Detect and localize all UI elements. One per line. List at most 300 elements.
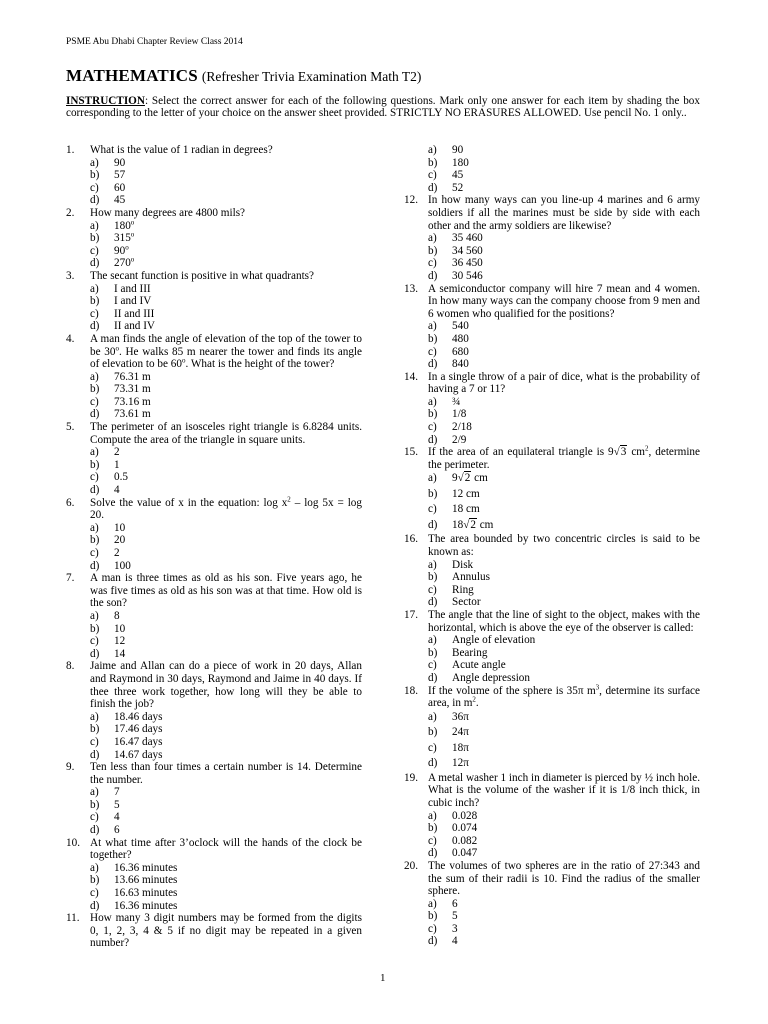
answer-option: [90, 283, 362, 296]
answer-option: [428, 659, 700, 672]
option-letter: b): [428, 822, 438, 835]
option-letter: c): [428, 583, 437, 596]
option-text: 2: [114, 446, 120, 459]
question-number: 13.: [404, 282, 418, 295]
option-letter: c): [90, 471, 99, 484]
option-text: Annulus: [452, 571, 490, 584]
question-number: 4.: [66, 332, 75, 345]
option-text: 480: [452, 332, 469, 345]
option-text: 3: [452, 922, 458, 935]
option-text: 7: [114, 786, 120, 799]
option-text: Acute angle: [452, 659, 506, 672]
option-text: 2/9: [452, 433, 467, 446]
answer-option: [428, 725, 700, 741]
option-row: [66, 547, 362, 560]
question-stem: [404, 682, 700, 710]
radicand: 2: [470, 518, 476, 531]
text-fragment: 18: [452, 518, 464, 531]
option-text: 4: [114, 811, 120, 824]
question-number: 3.: [66, 269, 75, 282]
question-number: 16.: [404, 533, 418, 546]
option-row: [404, 910, 700, 923]
answer-option: [428, 502, 700, 518]
option-text: 30 546: [452, 269, 483, 282]
instruction-paragraph: [66, 95, 700, 120]
option-row: [404, 320, 700, 333]
option-row: [66, 786, 362, 799]
option-letter: d): [90, 824, 100, 837]
answer-option: [428, 756, 700, 772]
question-text: A man is three times as old as his son. Five years ago, he was five times as old as his son was at that time. How old is the son?: [90, 572, 362, 610]
option-text: 5: [114, 798, 120, 811]
option-text: 20: [114, 534, 126, 547]
option-letter: c): [90, 735, 99, 748]
option-letter: d): [90, 408, 100, 421]
option-row: [66, 723, 362, 736]
option-row: [404, 584, 700, 597]
answer-option: [428, 169, 700, 182]
option-text: 90: [452, 144, 464, 156]
answer-option: [90, 534, 362, 547]
option-row: [404, 232, 700, 245]
question-number: 15.: [404, 446, 418, 459]
answer-option: [428, 157, 700, 170]
question-number: 5.: [66, 421, 75, 434]
question-number: 7.: [66, 572, 75, 585]
option-text: 57: [114, 169, 126, 182]
option-row: [66, 824, 362, 837]
option-text: 2: [114, 547, 120, 559]
answer-option: [428, 358, 700, 371]
option-row: [66, 245, 362, 258]
option-row: [404, 487, 700, 503]
text-fragment: cm: [476, 518, 494, 531]
answer-option: [428, 487, 700, 503]
option-row: [66, 232, 362, 245]
option-letter: b): [428, 910, 438, 923]
option-text: 180: [452, 156, 469, 169]
answer-option: [428, 559, 700, 572]
option-text: 36π: [452, 710, 469, 723]
option-text: II and IV: [114, 320, 156, 333]
answer-option: [90, 723, 362, 736]
question-stem: [404, 446, 700, 471]
option-letter: c): [90, 887, 99, 900]
option-text: 6: [114, 824, 120, 837]
option-letter: a): [428, 809, 437, 822]
option-row: [404, 822, 700, 835]
question-number: 20.: [404, 859, 418, 872]
answer-option: [428, 923, 700, 936]
option-row: [66, 283, 362, 296]
question-text: The area bounded by two concentric circles is said to be known as:: [428, 533, 700, 559]
instruction-label: INSTRUCTION: [66, 95, 145, 107]
option-text: 16.47 days: [114, 735, 163, 748]
option-text: 34 560: [452, 244, 483, 257]
option-row: [66, 522, 362, 535]
option-letter: b): [428, 571, 438, 584]
option-letter: b): [428, 244, 438, 257]
questions-left-column: [66, 144, 362, 950]
option-text: I and IV: [114, 295, 152, 308]
answer-option: [428, 320, 700, 333]
question-text: The secant function is positive in what quadrants?: [90, 269, 315, 282]
option-letter: b): [428, 408, 438, 421]
option-text: Bearing: [452, 646, 488, 659]
answer-option: [428, 672, 700, 685]
option-row: [404, 835, 700, 848]
option-text: 18 cm: [452, 503, 480, 516]
option-text: 16.63 minutes: [114, 887, 178, 900]
option-letter: c): [428, 257, 437, 270]
option-row: [404, 434, 700, 447]
answer-option: [428, 647, 700, 660]
option-row: [404, 898, 700, 911]
option-row: [66, 610, 362, 623]
option-row: [404, 257, 700, 270]
answer-option: [90, 383, 362, 396]
option-row: [66, 157, 362, 170]
answer-option: [90, 182, 362, 195]
answer-option: [428, 822, 700, 835]
question-text: At what time after 3’oclock will the hands of the clock be together?: [90, 836, 362, 862]
option-row: [404, 923, 700, 936]
question-number: 1.: [66, 144, 75, 156]
question-number: 18.: [404, 684, 418, 697]
question-stem: [404, 283, 700, 321]
superscript: o: [181, 356, 186, 365]
option-text: Angle of elevation: [452, 634, 536, 647]
option-text: Angle depression: [452, 671, 530, 684]
option-letter: c): [428, 345, 437, 358]
option-letter: c): [428, 922, 437, 935]
option-row: [66, 749, 362, 762]
option-text: 680: [452, 345, 469, 358]
option-row: [404, 935, 700, 948]
option-text: 10: [114, 521, 126, 534]
question-number: 8.: [66, 660, 75, 673]
question-number: 10.: [66, 836, 80, 849]
option-row: [66, 900, 362, 913]
question-text: In a single throw of a pair of dice, what is the probability of having a 7 or 11?: [428, 370, 700, 396]
question-text: How many 3 digit numbers may be formed from the digits 0, 1, 2, 3, 4 & 5 if no digit may be repeated in a given number?: [90, 912, 362, 950]
answer-option: [428, 270, 700, 283]
option-text: 45: [114, 194, 126, 207]
option-text: 18π: [452, 741, 469, 754]
option-text: 0.5: [114, 471, 128, 484]
answer-option: [90, 635, 362, 648]
option-letter: b): [90, 622, 100, 635]
option-letter: a): [90, 156, 99, 169]
question-text: [428, 446, 700, 471]
question-number: 9.: [66, 761, 75, 774]
option-letter: c): [428, 169, 437, 182]
option-row: [404, 725, 700, 741]
option-row: [66, 874, 362, 887]
question-stem: [404, 371, 700, 396]
option-row: [404, 270, 700, 283]
option-row: [66, 396, 362, 409]
question-stem: [66, 912, 362, 950]
sqrt-symbol: √: [613, 446, 620, 459]
answer-option: [428, 898, 700, 911]
option-letter: c): [90, 811, 99, 824]
option-row: [404, 756, 700, 772]
option-letter: d): [90, 748, 100, 761]
option-text: ¾: [452, 395, 461, 408]
answer-option: [428, 257, 700, 270]
question-number: 19.: [404, 771, 418, 784]
option-letter: d): [428, 757, 438, 770]
question-number: 12.: [404, 194, 418, 207]
option-letter: d): [90, 257, 100, 270]
answer-option: [90, 232, 362, 245]
document-header: PSME Abu Dhabi Chapter Review Class 2014: [66, 37, 243, 47]
answer-option: [90, 610, 362, 623]
answer-option: [90, 824, 362, 837]
option-letter: b): [90, 458, 100, 471]
option-text: Sector: [452, 596, 481, 609]
page-number: 1: [380, 972, 386, 984]
option-letter: a): [428, 710, 437, 723]
option-row: [66, 295, 362, 308]
option-row: [404, 144, 700, 157]
option-text: 5: [452, 910, 458, 923]
answer-option: [428, 634, 700, 647]
option-row: [66, 383, 362, 396]
option-text: 36 450: [452, 257, 483, 270]
answer-option: [90, 157, 362, 170]
option-text: II and III: [114, 307, 155, 320]
answer-option: [90, 308, 362, 321]
option-letter: a): [428, 232, 437, 245]
instruction-text: : Select the correct answer for each of the following questions. Mark only one answer for each item by shading the box corresponding to the letter of your choice on the answer sheet provided. STRICTLY NO ERASURES ALLOWED. Use pencil No. 1 only..: [66, 95, 700, 120]
question-number: 2.: [66, 206, 75, 219]
questions-right-column: [404, 144, 700, 948]
option-row: [66, 217, 362, 233]
question-text: Ten less than four times a certain number is 14. Determine the number.: [90, 761, 362, 786]
question-stem: [66, 144, 362, 157]
option-row: [66, 194, 362, 207]
option-text: [452, 471, 488, 484]
answer-option: [428, 144, 700, 157]
option-row: [66, 711, 362, 724]
option-text: Disk: [452, 558, 474, 571]
answer-option: [428, 910, 700, 923]
answer-option: [90, 623, 362, 636]
text-fragment: cm: [471, 472, 488, 485]
answer-option: [428, 810, 700, 823]
page-title: [66, 66, 421, 86]
option-row: [404, 182, 700, 195]
option-text: 60: [114, 181, 126, 194]
option-text: 100: [114, 559, 131, 572]
option-row: [66, 736, 362, 749]
answer-option: [90, 522, 362, 535]
option-text: 14: [114, 647, 126, 660]
option-row: [404, 810, 700, 823]
question-text: What is the value of 1 radian in degrees?: [90, 144, 273, 156]
question-stem: [66, 761, 362, 786]
question-text: [90, 494, 362, 522]
answer-option: [90, 257, 362, 270]
question-stem: [66, 494, 362, 522]
answer-option: [90, 169, 362, 182]
text-fragment: If the area of an equilateral triangle is 9: [428, 446, 614, 459]
option-letter: a): [90, 609, 99, 622]
option-letter: d): [428, 269, 438, 282]
option-text: 14.67 days: [114, 748, 163, 761]
answer-option: [90, 194, 362, 207]
text-fragment: , determine the perimeter.: [428, 446, 700, 471]
answer-option: [428, 232, 700, 245]
option-row: [66, 257, 362, 270]
option-letter: b): [428, 156, 438, 169]
option-text: 52: [452, 181, 464, 194]
option-letter: b): [90, 295, 100, 308]
option-row: [66, 459, 362, 472]
option-letter: d): [428, 596, 438, 609]
option-text: 0.047: [452, 847, 478, 860]
question-stem: [404, 533, 700, 558]
sqrt-symbol: √: [457, 472, 464, 485]
question-text: How many degrees are 4800 mils?: [90, 206, 246, 219]
option-text: 73.61 m: [114, 408, 151, 421]
answer-option: [428, 245, 700, 258]
option-row: [66, 648, 362, 661]
question-text: A metal washer 1 inch in diameter is pierced by ½ inch hole. What is the volume of the washer if it is 1/8 inch thick, in cubic inch?: [428, 771, 700, 809]
option-row: [404, 333, 700, 346]
answer-option: [90, 547, 362, 560]
answer-option: [428, 396, 700, 409]
option-text: 840: [452, 358, 469, 371]
answer-option: [90, 295, 362, 308]
answer-option: [428, 333, 700, 346]
question-text: The angle that the line of sight to the object, makes with the horizontal, which is above the eye of the observer is called:: [428, 609, 700, 634]
option-letter: a): [90, 219, 99, 232]
option-row: [66, 371, 362, 384]
option-letter: d): [90, 194, 100, 207]
sqrt-symbol: √: [463, 518, 470, 531]
text-fragment: , determine its surface area, in m: [428, 684, 700, 710]
option-text: 90$^o$: [114, 243, 129, 257]
degree-superscript: o: [125, 243, 129, 252]
answer-option: [90, 648, 362, 661]
option-letter: c): [90, 181, 99, 194]
question-stem: [66, 660, 362, 710]
option-letter: a): [428, 897, 437, 910]
option-row: [66, 446, 362, 459]
superscript: 2: [287, 494, 291, 503]
option-text: 18.46 days: [114, 710, 163, 723]
question-stem: [66, 837, 362, 862]
text-fragment: . What is the height of the tower?: [185, 358, 335, 371]
option-row: [404, 672, 700, 685]
answer-option: [90, 408, 362, 421]
option-row: [404, 647, 700, 660]
title-main: MATHEMATICS: [66, 66, 198, 85]
option-letter: d): [428, 935, 438, 948]
degree-superscript: o: [130, 255, 135, 264]
option-letter: c): [428, 421, 437, 434]
question-number: 6.: [66, 496, 75, 509]
answer-option: [428, 421, 700, 434]
option-row: [404, 358, 700, 371]
option-text: 0.028: [452, 809, 478, 822]
option-letter: d): [428, 847, 438, 860]
text-fragment: If the volume of the sphere is 35π m: [428, 684, 596, 697]
option-row: [66, 320, 362, 333]
option-letter: a): [428, 472, 437, 485]
option-text: 73.16 m: [114, 395, 151, 408]
option-letter: b): [90, 874, 100, 887]
option-row: [404, 421, 700, 434]
option-letter: b): [428, 487, 438, 500]
option-letter: b): [90, 798, 100, 811]
option-text: 4: [452, 935, 458, 948]
question-number: 11.: [66, 912, 80, 925]
answer-option: [90, 900, 362, 913]
option-letter: b): [90, 383, 100, 396]
option-letter: a): [428, 634, 437, 647]
option-row: [66, 534, 362, 547]
text-fragment: . He walks 85 m nearer the tower and finds its angle of elevation to be 60: [90, 345, 362, 371]
answer-option: [90, 320, 362, 333]
option-letter: a): [90, 786, 99, 799]
option-letter: d): [428, 433, 438, 446]
superscript: 3: [595, 682, 600, 691]
answer-option: [90, 749, 362, 762]
option-text: 180$^o$: [114, 217, 135, 232]
option-letter: b): [428, 726, 438, 739]
answer-option: [90, 874, 362, 887]
option-letter: a): [90, 710, 99, 723]
question-text: In how many ways can you line-up 4 marines and 6 army soldiers if all the marines must be side by side with each other and the army soldiers are likewise?: [428, 194, 700, 232]
answer-option: [90, 711, 362, 724]
text-fragment: 9: [452, 472, 458, 485]
option-letter: b): [90, 232, 100, 245]
option-letter: a): [428, 144, 437, 156]
answer-option: [428, 182, 700, 195]
answer-option: [90, 887, 362, 900]
option-letter: c): [90, 395, 99, 408]
option-letter: a): [90, 446, 99, 459]
option-text: 76.31 m: [114, 370, 151, 383]
option-text: 13.66 minutes: [114, 874, 178, 887]
option-text: 0.074: [452, 822, 478, 835]
option-text: 17.46 days: [114, 723, 163, 736]
option-letter: a): [90, 370, 99, 383]
superscript: o: [115, 343, 119, 352]
option-letter: b): [428, 332, 438, 345]
answer-option: [428, 518, 700, 534]
answer-option: [90, 862, 362, 875]
option-row: [404, 710, 700, 726]
question-stem: [404, 194, 700, 232]
option-row: [404, 559, 700, 572]
text-fragment: – log 5x = log 20.: [90, 496, 362, 522]
answer-option: [90, 471, 362, 484]
option-text: [452, 518, 493, 531]
option-letter: a): [428, 558, 437, 571]
option-letter: d): [90, 484, 100, 497]
answer-option: [428, 596, 700, 609]
option-row: [66, 408, 362, 421]
question-stem: [66, 207, 362, 220]
option-letter: c): [90, 244, 99, 257]
option-text: 10: [114, 622, 126, 635]
option-letter: a): [90, 861, 99, 874]
